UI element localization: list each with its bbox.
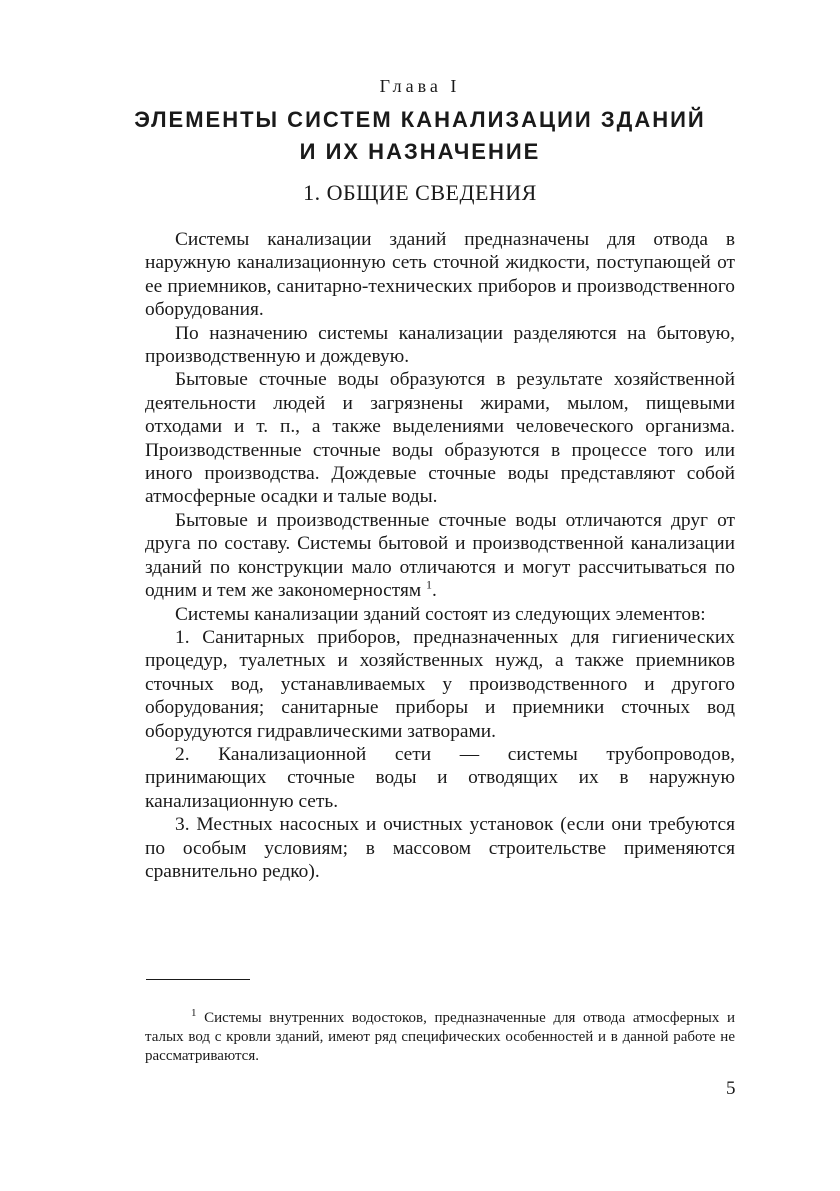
paragraph-4 [145, 509, 735, 603]
section-title: 1. ОБЩИЕ СВЕДЕНИЯ [303, 180, 537, 205]
chapter-label: Глава I [379, 76, 461, 96]
list-item-1: 1. Санитарных приборов, предназначенных для гигиенических процедур, туалетных и хозяйственных нужд, а также приемников сточных вод, устанавливаемых у производственного и другого оборудования; санитарные приборы и приемники сточных вод оборудуются гидравлическими затворами. [145, 626, 735, 742]
paragraph-2: По назначению системы канализации разделяются на бытовую, производственную и дождевую. [145, 322, 735, 368]
footnote [145, 1009, 735, 1066]
footnote-text: Системы внутренних водостоков, предназначенные для отвода атмосферных и талых вод с кровли зданий, имеют ряд специфических особенностей и в данной работе не рассматриваются. [145, 1010, 736, 1064]
footnote-mark: 1 [191, 1007, 197, 1019]
list-item-3: 3. Местных насосных и очистных установок (если они требуются по особым условиям; в массовом строительстве применяются сравнительно редко). [145, 814, 735, 882]
chapter-title-line-2: И ИХ НАЗНАЧЕНИЕ [299, 139, 541, 164]
paragraph-4-tail: . [432, 580, 437, 602]
chapter-title [0, 104, 840, 168]
page-number: 5 [726, 1078, 736, 1099]
body-text [145, 228, 735, 883]
paragraph-5: Системы канализации зданий состоят из следующих элементов: [175, 603, 706, 625]
list-item-2: 2. Канализационной сети — системы трубопроводов, принимающих сточные воды и отводящих их в наружную канализационную сеть. [145, 743, 735, 812]
paragraph-1: Системы канализации зданий предназначены для отвода в наружную канализационную сеть сточной жидкости, поступающей от ее приемников, санитарно-технических приборов и производственного оборудования. [145, 229, 735, 321]
footnote-divider [146, 979, 250, 980]
paragraph-3: Бытовые сточные воды образуются в результате хозяйственной деятельности людей и загрязнены жирами, мылом, пищевыми отходами и т. п., а также выделениями человеческого организма. Производственные сточные воды образуются в процессе того или иного производства. Дождевые сточные воды представляют собой атмосферные осадки и талые воды. [145, 369, 735, 508]
paragraph-4-text: Бытовые и производственные сточные воды отличаются друг от друга по составу. Системы бытовой и производственной канализации зданий по конструкции мало отличаются и могут рассчитываться по одним и тем же закономерностям [145, 509, 735, 602]
chapter-title-line-1: ЭЛЕМЕНТЫ СИСТЕМ КАНАЛИЗАЦИИ ЗДАНИЙ [134, 107, 706, 132]
footnote-reference[interactable]: 1 [426, 577, 432, 592]
